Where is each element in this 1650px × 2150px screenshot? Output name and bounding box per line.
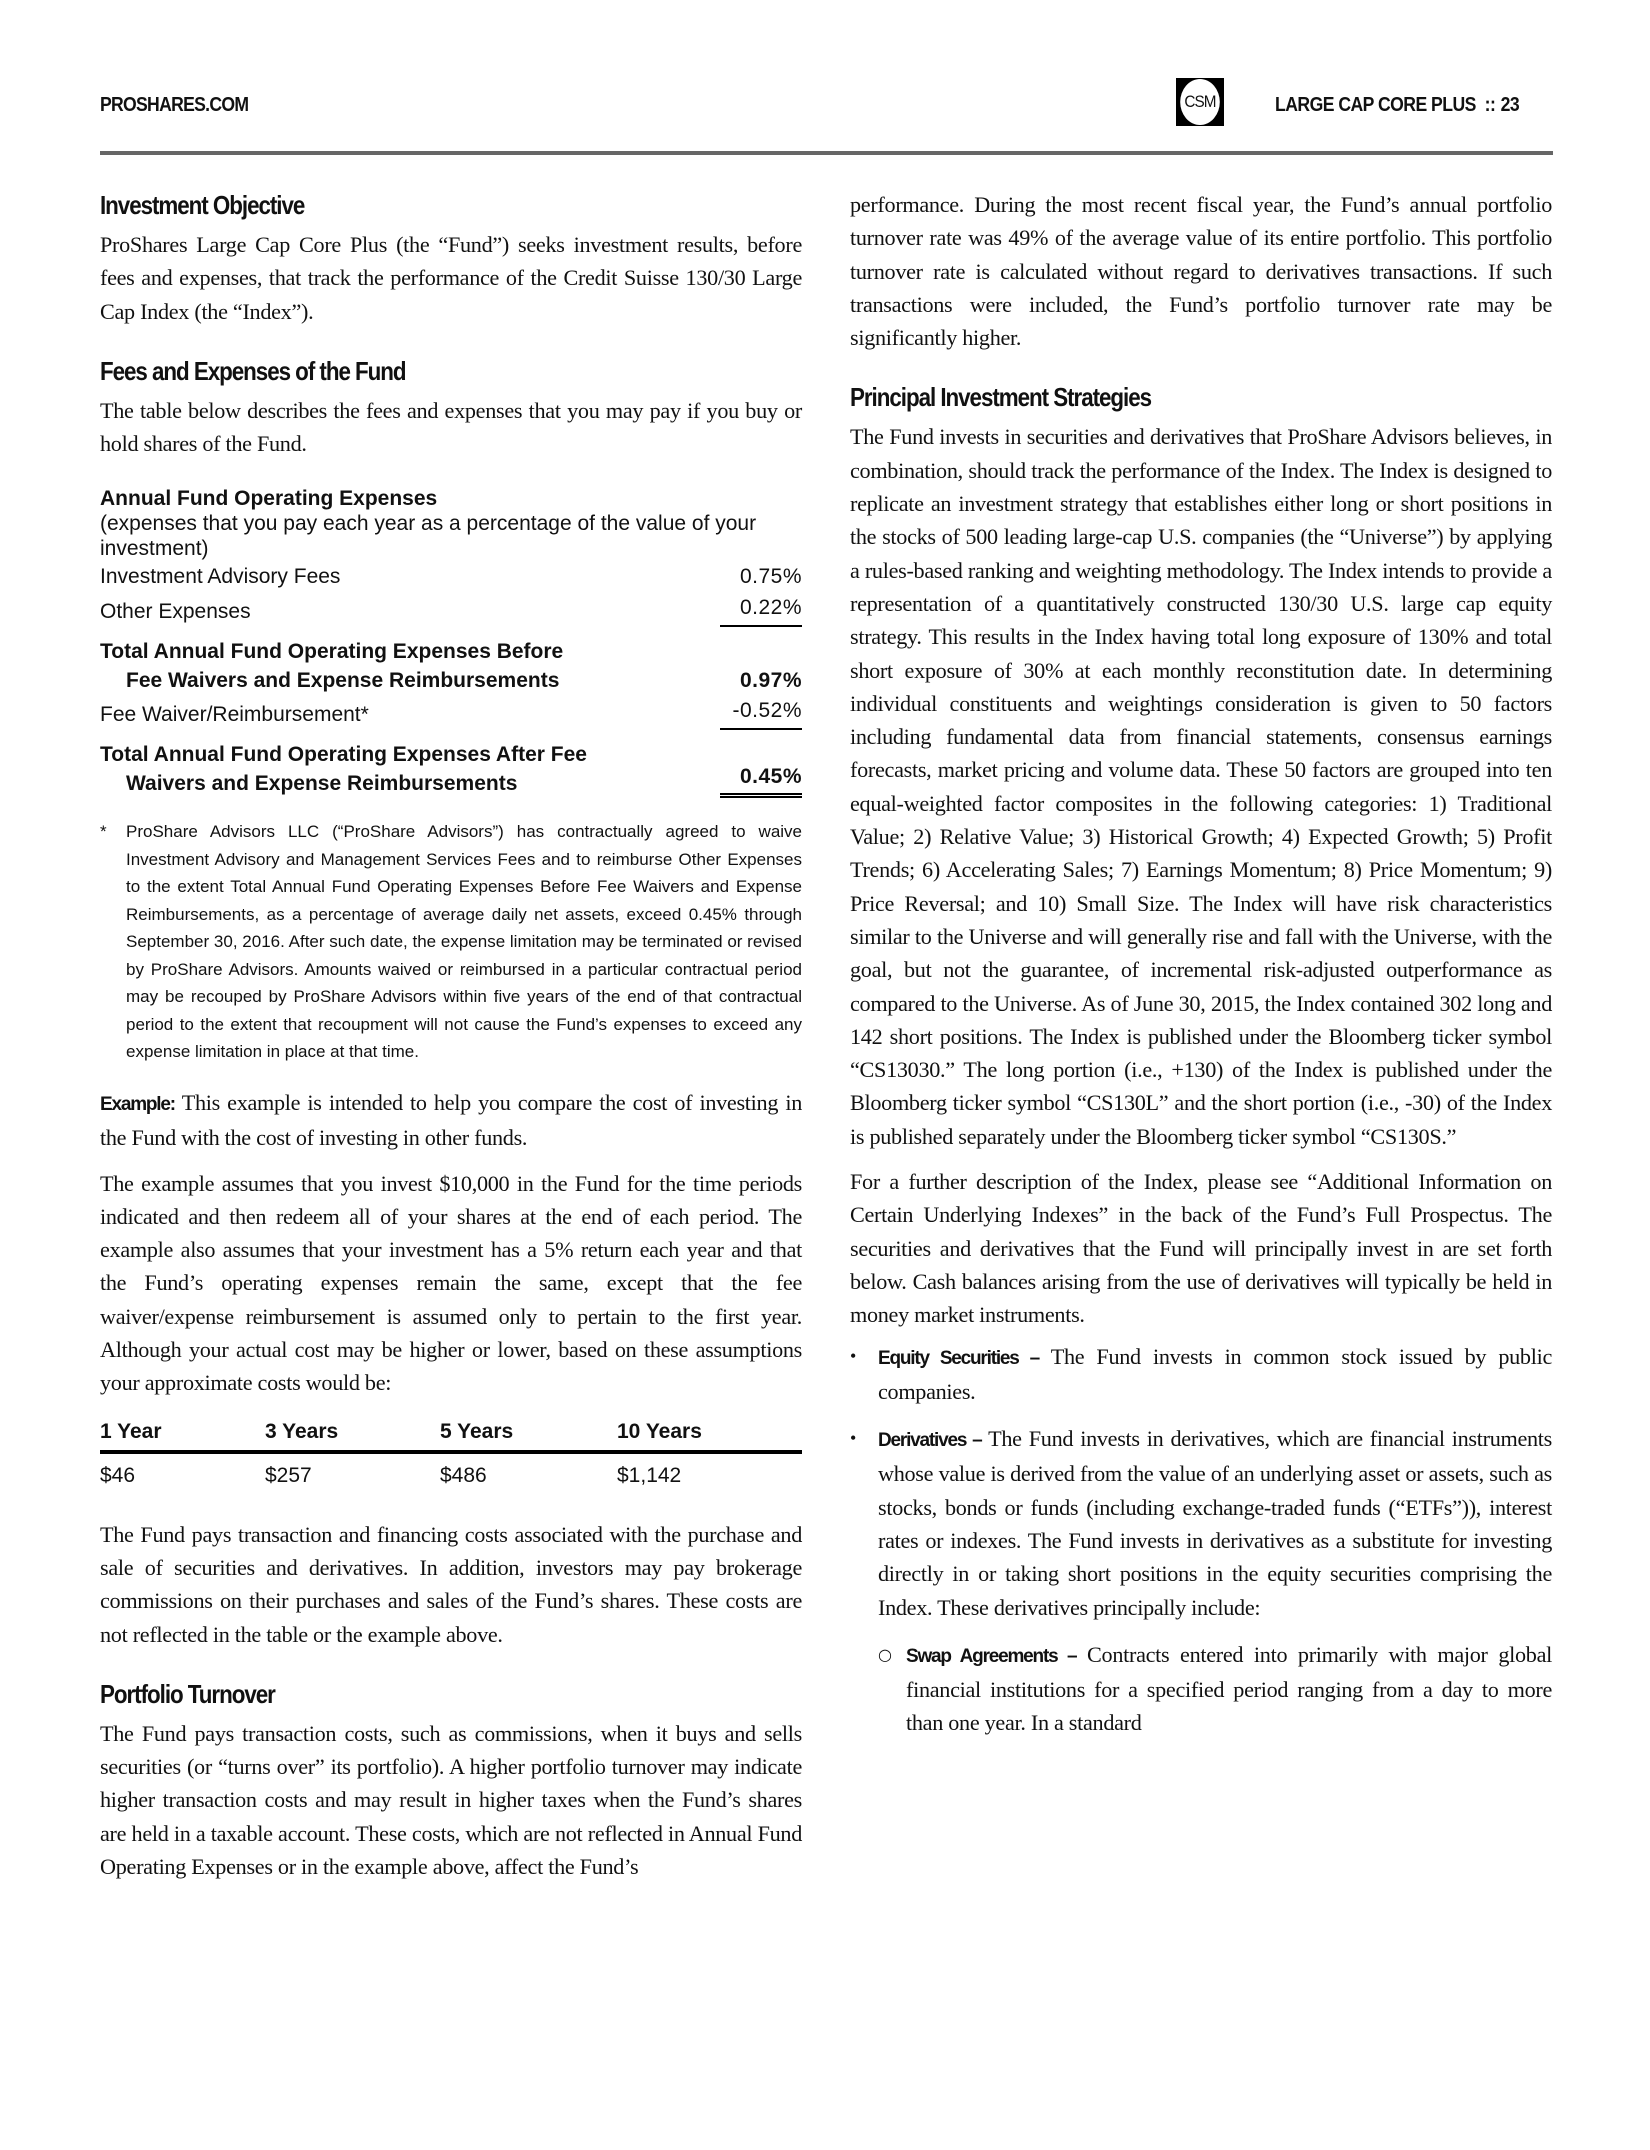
fee-waiver-label: Fee Waiver/Reimbursement* <box>100 703 369 727</box>
fee-label: Other Expenses <box>100 600 251 624</box>
page-number: 23 <box>1500 94 1520 116</box>
fund-ticker-logo <box>1176 78 1224 126</box>
bullet-icon: • <box>850 1428 857 1449</box>
ticker-badge: CSM <box>1180 79 1220 125</box>
fee-row <box>100 592 802 627</box>
fee-table-subtitle: (expenses that you pay each year as a percentage of the value of your investment) <box>100 512 757 561</box>
total-before-row <box>100 637 802 695</box>
strategies-heading: Principal Investment Strategies <box>850 382 1152 413</box>
left-column <box>100 188 802 1883</box>
total-before-label-2: Fee Waivers and Expense Reimbursements <box>126 669 560 693</box>
portfolio-turnover-heading: Portfolio Turnover <box>100 1678 275 1709</box>
fee-waiver-row <box>100 695 802 730</box>
example-lead: Example: <box>100 1093 175 1115</box>
list-item-equity-securities <box>850 1340 1552 1409</box>
fee-value: 0.75% <box>739 565 802 589</box>
example-intro-text: This example is intended to help you compare the cost of investing in the Fund with the cost of investing in other funds. <box>100 1089 802 1151</box>
fund-name: LARGE CAP CORE PLUS <box>1275 94 1476 116</box>
bullet-text: The Fund invests in derivatives, which are financial instruments whose value is derived from the value of an underlying asset or assets, such as stocks, bonds or funds (including exchange-traded funds (“ETFs”)), interest rates or indexes. The Fund invests in derivatives as a substitute for investing directly in or taking short positions in the equity securities comprising the Index. These derivatives principally include: <box>878 1426 1552 1620</box>
footnote-text: ProShare Advisors LLC (“ProShare Advisors”) has contractually agreed to waive Investment Advisory and Management Services Fees and to reimburse Other Expenses to the extent Total Annual Fund Operating Expenses Before Fee Waivers and Expense Reimbursements, as a percentage of average daily net assets, exceed 0.45% through September 30, 2016. After such date, the expense limitation may be terminated or revised by ProShare Advisors. Amounts waived or reimbursed in a particular contractual period may be recouped by ProShare Advisors within five years of the end of that contractual period to the extent that recoupment will not cause the Fund’s expenses to exceed any expense limitation in place at that time. <box>126 822 802 1062</box>
hollow-bullet-icon: ○ <box>878 1644 892 1664</box>
cost-header-cell: 10 Years <box>617 1419 702 1443</box>
cost-value-cell: $46 <box>100 1463 136 1487</box>
fee-table <box>100 486 802 798</box>
investment-objective-text: ProShares Large Cap Core Plus (the “Fund”) seeks investment results, before fees and expenses, that track the performance of the Credit Suisse 130/30 Large Cap Index (the “Index”). <box>100 232 802 324</box>
fees-intro-text: The table below describes the fees and expenses that you may pay if you buy or hold shares of the Fund. <box>100 397 802 457</box>
header-separator: :: <box>1484 94 1496 116</box>
portfolio-turnover-text: The Fund pays transaction costs, such as commissions, when it buys and sells securities (or “turns over” its portfolio). A higher portfolio turnover may indicate higher transaction costs and may result in higher taxes when the Fund’s shares are held in a taxable account. These costs, which are not reflected in Annual Fund Operating Expenses or in the example above, affect the Fund’s <box>100 1720 802 1880</box>
cost-table <box>100 1420 802 1488</box>
cost-table-header <box>100 1420 802 1454</box>
list-item-swap-agreements <box>850 1638 1552 1740</box>
bullet-lead: Equity Securities – <box>878 1347 1039 1369</box>
fee-value: 0.22% <box>720 592 802 627</box>
example-assumptions: The example assumes that you invest $10,000 in the Fund for the time periods indicated and then redeem all of your shares at the end of each period. The example also assumes that your investment has a 5% return each year and that the Fund’s operating expenses remain the same, except that the fee waiver/expense reimbursement is assumed only to pertain to the first year. Although your actual cost may be higher or lower, based on these assumptions your approximate costs would be: <box>100 1170 802 1396</box>
fee-table-title: Annual Fund Operating Expenses <box>100 487 438 511</box>
bullet-text: Contracts entered into primarily with major global financial institutions for a specified period ranging from a day to more than one year. In a standard <box>906 1641 1552 1736</box>
bullet-text: The Fund invests in common stock issued by public companies. <box>878 1343 1552 1404</box>
cost-value-cell: $486 <box>440 1463 487 1487</box>
total-before-value: 0.97% <box>739 669 802 693</box>
fee-waiver-value: -0.52% <box>720 695 802 730</box>
cost-value-cell: $1,142 <box>617 1463 682 1487</box>
example-intro <box>100 1086 802 1155</box>
cost-value-cell: $257 <box>265 1463 312 1487</box>
strategies-paragraph-1: The Fund invests in securities and derivatives that ProShare Advisors believes, in combination, should track the performance of the Index. The Index is designed to replicate an investment strategy that establishes either long or short positions in the stocks of 500 leading large-cap U.S. companies (the “Universe”) by applying a rules-based ranking and weighting methodology. The Index intends to provide a representation of a quantitatively constructed 130/30 U.S. large cap equity strategy. This results in the Index having total long exposure of 130% and total short exposure of 30% at each monthly reconstitution date. In determining individual constituents and weightings consideration is given to 50 factors including fundamental data from financial statements, consensus earnings forecasts, market pricing and volume data. These 50 factors are grouped into ten equal-weighted factor composites in the following categories: 1) Traditional Value; 2) Relative Value; 3) Historical Growth; 4) Expected Growth; 5) Profit Trends; 6) Accelerating Sales; 7) Earnings Momentum; 8) Price Momentum; 9) Price Reversal; and 10) Small Size. The Index will have risk characteristics similar to the Universe and will generally rise and fall with the Universe, with the goal, but not the guarantee, of incremental risk-adjusted outperformance as compared to the Universe. As of June 30, 2015, the Index contained 302 long and 142 short positions. The Index is published under the Bloomberg ticker symbol “CS13030.” The long portion (i.e., +130) of the Index is published under the Bloomberg ticker symbol “CS130L” and the short portion (i.e., -30) of the Index is published separately under the Bloomberg ticker symbol “CS130S.” <box>850 424 1552 1149</box>
fee-row <box>100 561 802 592</box>
strategies-paragraph-2: For a further description of the Index, please see “Additional Information on Certain Underlying Indexes” in the back of the Fund’s Full Prospectus. The securities and derivatives that the Fund will principally invest in are set forth below. Cash balances arising from the use of derivatives will typically be held in money market instruments. <box>850 1169 1552 1328</box>
footnote-marker: * <box>100 822 107 842</box>
right-column <box>850 188 1552 1740</box>
cost-header-cell: 1 Year <box>100 1419 162 1443</box>
cost-header-cell: 5 Years <box>440 1419 514 1443</box>
fees-heading: Fees and Expenses of the Fund <box>100 355 406 386</box>
list-item-derivatives <box>850 1422 1552 1624</box>
total-after-row <box>100 740 802 798</box>
investment-objective-heading: Investment Objective <box>100 190 305 220</box>
total-before-label-1: Total Annual Fund Operating Expenses Before <box>100 640 564 664</box>
cost-table-row <box>100 1454 802 1488</box>
page-header-title <box>1275 94 1521 117</box>
bullet-lead: Derivatives – <box>878 1430 982 1452</box>
total-after-value: 0.45% <box>720 762 802 798</box>
transaction-costs-text: The Fund pays transaction and financing costs associated with the purchase and sale of securities and derivatives. In addition, investors may pay brokerage commissions on their purchases and sales of the Fund’s shares. These costs are not reflected in the table or the example above. <box>100 1521 802 1647</box>
bullet-lead: Swap Agreements – <box>906 1645 1077 1667</box>
cost-header-cell: 3 Years <box>265 1419 339 1443</box>
fee-label: Investment Advisory Fees <box>100 565 341 589</box>
total-after-label-1: Total Annual Fund Operating Expenses After Fee <box>100 743 587 767</box>
fee-footnote <box>100 818 802 1066</box>
total-after-label-2: Waivers and Expense Reimbursements <box>126 772 518 796</box>
site-name: PROSHARES.COM <box>100 94 249 116</box>
turnover-continued-text: performance. During the most recent fiscal year, the Fund’s annual portfolio turnover rate was 49% of the average value of its entire portfolio. This portfolio turnover rate is calculated without regard to derivatives transactions. If such transactions were included, the Fund’s portfolio turnover rate may be significantly higher. <box>850 192 1552 351</box>
bullet-icon: • <box>850 1345 857 1366</box>
header-divider <box>100 151 1553 155</box>
